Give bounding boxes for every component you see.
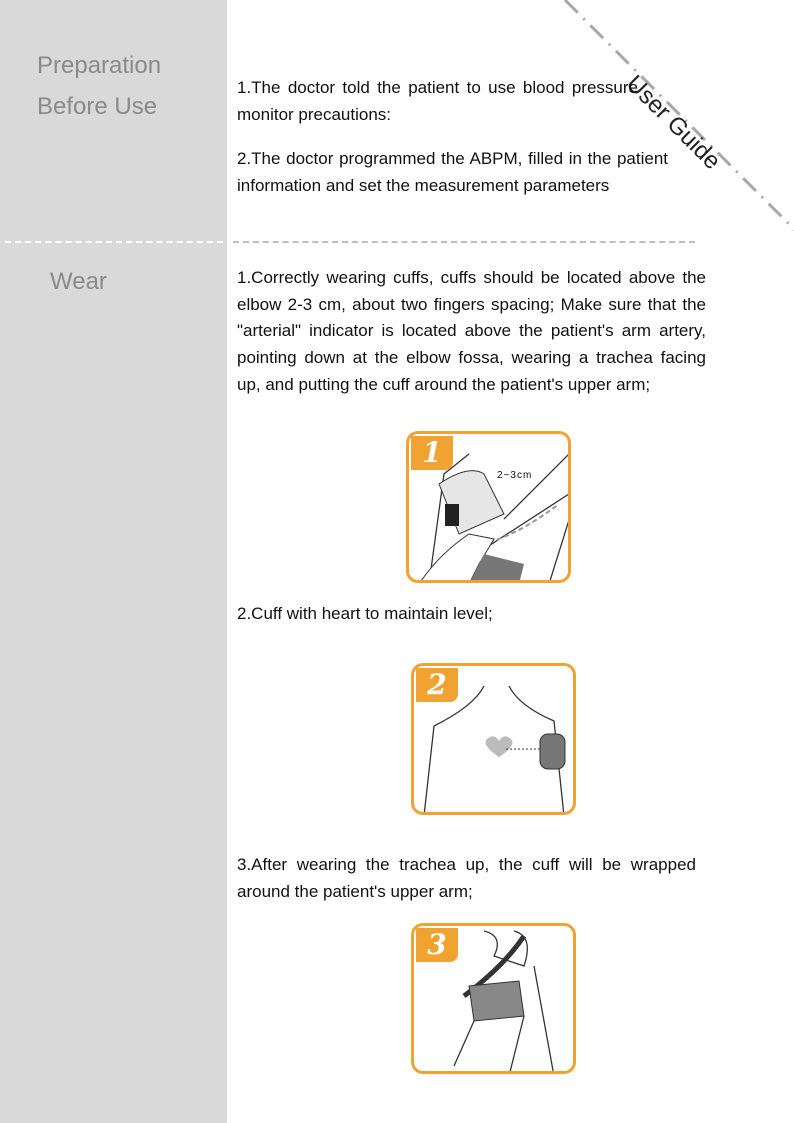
section-divider-left xyxy=(5,241,223,243)
figure-cuff-wrap xyxy=(411,923,576,1074)
prep-item-1: 1.The doctor told the patient to use blood pressure monitor precautions: xyxy=(237,78,638,124)
figure-heart-level xyxy=(411,663,576,815)
wear-item-3: 3.After wearing the trachea up, the cuff will be wrapped around the patient's upper arm; xyxy=(237,855,696,901)
section-divider xyxy=(233,241,695,243)
prep-item-2: 2.The doctor programmed the ABPM, filled in the patient information and set the measurement parameters xyxy=(237,149,668,195)
step-badge: 1 xyxy=(411,436,453,470)
step-badge: 2 xyxy=(416,668,458,702)
distance-label: 2~3cm xyxy=(497,470,533,481)
step-badge: 3 xyxy=(416,928,458,962)
wear-item-2: 2.Cuff with heart to maintain level; xyxy=(237,604,493,623)
title-line: Before Use xyxy=(37,93,158,120)
title-line: Preparation xyxy=(37,52,162,79)
section-title-wear: Wear xyxy=(50,268,107,295)
figure-cuff-placement xyxy=(406,431,571,583)
user-guide-label: User Guide xyxy=(620,70,726,175)
wear-item-1: 1.Correctly wearing cuffs, cuffs should be located above the elbow 2-3 cm, about two fingers spacing; Make sure that the "arterial" indicator is located above the patient's arm artery, pointing down at the elbow fossa, wearing a trachea facing up, and putting the cuff around the patient's upper arm; xyxy=(237,268,706,394)
